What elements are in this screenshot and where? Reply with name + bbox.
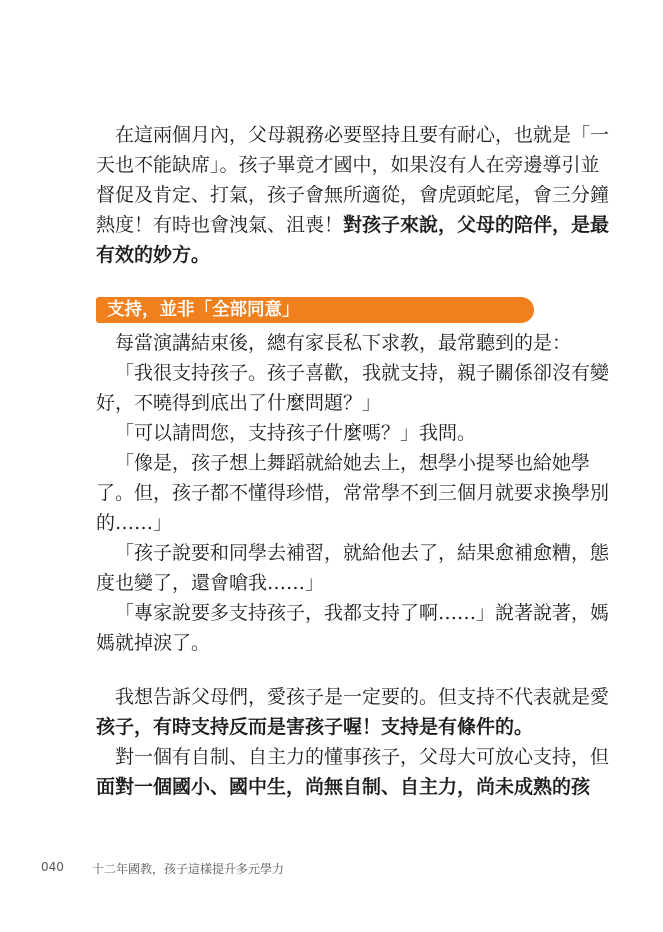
text-line: 孩子，有時支持反而是害孩子喔！支持是有條件的。	[96, 716, 534, 738]
text-line: 面對一個國小、國中生，尚無自制、自主力，尚未成熟的孩	[96, 776, 591, 798]
paragraph-dialog	[96, 328, 610, 658]
text-line	[96, 210, 610, 240]
text-segment-bold: 對孩子來說，父母的陪伴，是最	[343, 214, 610, 236]
text-line: 「可以請問您，支持孩子什麼嗎？」我問。	[115, 422, 477, 444]
text-line: 「我很支持孩子。孩子喜歡，我就支持，親子關係卻沒有變	[115, 362, 610, 384]
text-line: 我想告訴父母們，愛孩子是一定要的。但支持不代表就是愛	[115, 686, 610, 708]
text-line: 對一個有自制、自主力的懂事孩子，父母大可放心支持，但	[115, 746, 610, 768]
section-heading: 支持，並非「全部同意」	[107, 300, 300, 320]
text-line: 天也不能缺席」。孩子畢竟才國中，如果沒有人在旁邊導引並	[96, 154, 600, 176]
text-line: 了。但，孩子都不懂得珍惜，常常學不到三個月就要求換學別	[96, 482, 610, 504]
paragraph-intro	[96, 120, 610, 270]
page-number: 040	[41, 860, 64, 874]
running-footer-title: 十二年國教，孩子這樣提升多元學力	[92, 862, 285, 876]
text-line: 在這兩個月內，父母親務必要堅持且要有耐心，也就是「一	[115, 124, 610, 146]
text-line: 的……」	[96, 512, 173, 534]
text-line: 每當演講結束後，總有家長私下求教，最常聽到的是：	[115, 332, 572, 354]
text-line: 度也變了，還會嗆我……」	[96, 572, 325, 594]
text-line: 「專家說要多支持孩子，我都支持了啊……」說著說著，媽	[115, 602, 610, 624]
text-line: 「像是，孩子想上舞蹈就給她去上，想學小提琴也給她學	[115, 452, 591, 474]
text-line: 督促及肯定、打氣，孩子會無所適從，會虎頭蛇尾，會三分鐘	[96, 184, 610, 206]
text-line: 媽就掉淚了。	[96, 632, 211, 654]
text-line: 「孩子說要和同學去補習，就給他去了，結果愈補愈糟，態	[115, 542, 610, 564]
paragraph-conclusion	[96, 682, 610, 802]
text-line: 好，不曉得到底出了什麼問題？」	[96, 392, 382, 414]
text-line: 有效的妙方。	[96, 244, 211, 266]
text-segment: 熱度！有時也會洩氣、沮喪！	[96, 214, 344, 236]
